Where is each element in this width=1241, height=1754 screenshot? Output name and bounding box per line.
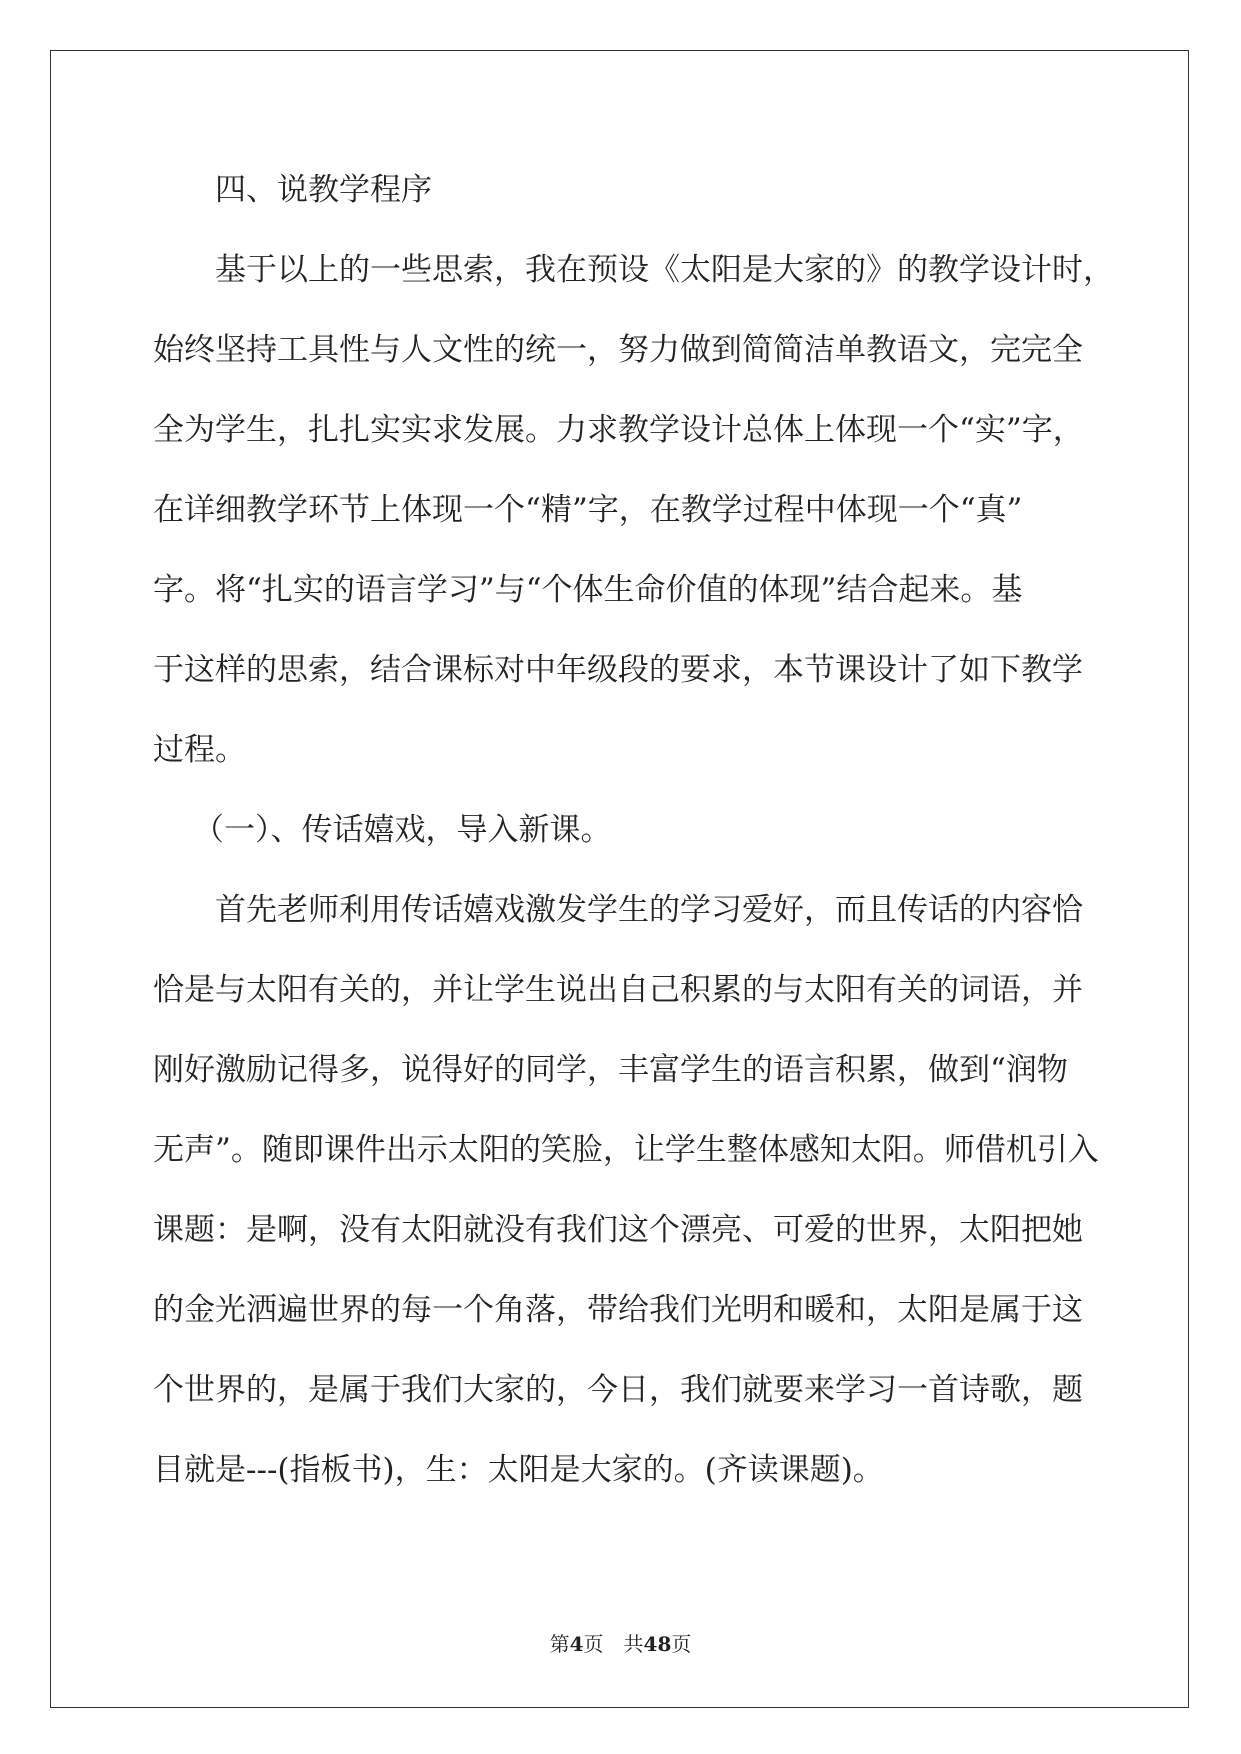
paragraph-line: 恰是与太阳有关的，并让学生说出自己积累的与太阳有关的词语，并: [153, 972, 1083, 1008]
paragraph-line: 的金光洒遍世界的每一个角落，带给我们光明和暖和，太阳是属于这: [153, 1292, 1083, 1328]
paragraph-line: 刚好激励记得多，说得好的同学，丰富学生的语言积累，做到“润物: [153, 1052, 1068, 1088]
paragraph-2: [153, 870, 1108, 1510]
paragraph-line: 首先老师利用传话嬉戏激发学生的学习爱好，而且传话的内容恰: [215, 892, 1083, 928]
paragraph-line: 过程。: [153, 732, 246, 768]
page-suffix: 页: [583, 1632, 604, 1656]
total-suffix: 页: [671, 1632, 692, 1656]
total-pages: 48: [643, 1632, 672, 1656]
page-number: 4: [569, 1632, 584, 1656]
total-prefix: 共: [623, 1632, 644, 1656]
paragraph-line: 于这样的思索，结合课标对中年级段的要求，本节课设计了如下教学: [153, 652, 1083, 688]
paragraph-line: 无声”。随即课件出示太阳的笑脸，让学生整体感知太阳。师借机引入: [153, 1132, 1099, 1168]
page-prefix: 第: [549, 1632, 570, 1656]
paragraph-line: 基于以上的一些思索，我在预设《太阳是大家的》的教学设计时，: [215, 252, 1114, 288]
paragraph-line: 在详细教学环节上体现一个“精”字，在教学过程中体现一个“真”: [153, 492, 1023, 528]
paragraph-line: 字。将“扎实的语言学习”与“个体生命价值的体现”结合起来。基: [153, 572, 1023, 608]
paragraph-line: 个世界的，是属于我们大家的，今日，我们就要来学习一首诗歌，题: [153, 1372, 1083, 1408]
paragraph-line: 全为学生，扎扎实实求发展。力求教学设计总体上体现一个“实”字，: [153, 412, 1084, 448]
paragraph-1: [153, 230, 1114, 790]
paragraph-line: 课题：是啊，没有太阳就没有我们这个漂亮、可爱的世界，太阳把她: [153, 1212, 1083, 1248]
page-footer: [0, 1630, 1241, 1658]
paragraph-line: 始终坚持工具性与人文性的统一，努力做到简简洁单教语文，完完全: [153, 332, 1083, 368]
section-heading: 四、说教学程序: [215, 172, 432, 208]
document-body: [153, 150, 1114, 1510]
paragraph-line: 目就是---(指板书)，生：太阳是大家的。(齐读课题)。: [153, 1452, 884, 1488]
subheading: （一）、传话嬉戏，导入新课。: [193, 812, 612, 848]
